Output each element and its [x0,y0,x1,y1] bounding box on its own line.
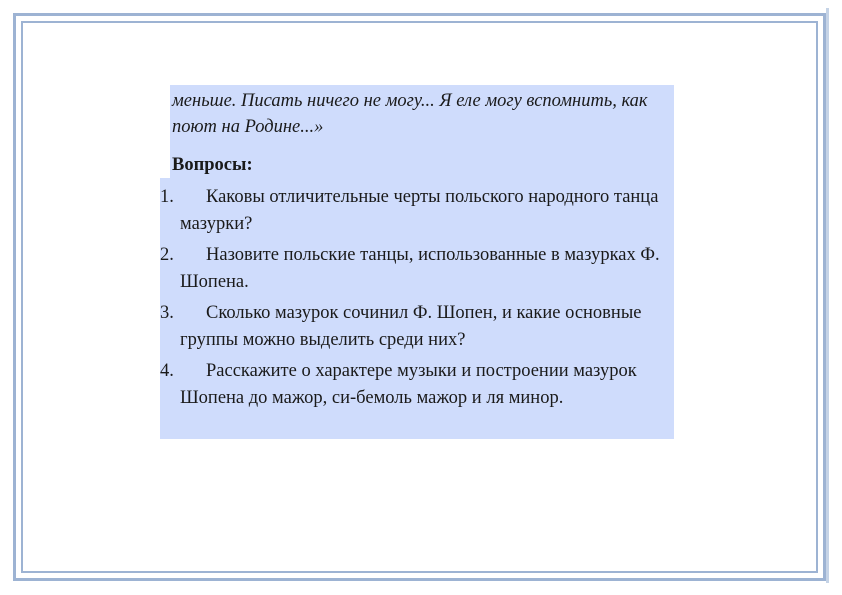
question-number: 3. [160,303,174,323]
question-text: Расскажите о характере музыки и построении мазурок Шопена до мажор, си-бемоль мажор и ля минор. [180,361,637,408]
question-text: Каковы отличительные черты польского народного танца мазурки? [180,187,659,234]
question-item [160,300,670,354]
questions-heading: Вопросы: [172,155,253,175]
question-item [160,184,670,238]
question-item [160,358,670,412]
quote-text: меньше. Писать ничего не могу... Я еле могу вспомнить, как поют на Родине...» [172,91,648,137]
question-number: 2. [160,245,174,265]
questions-list [160,184,670,416]
question-text: Сколько мазурок сочинил Ф. Шопен, и какие основные группы можно выделить среди них? [180,303,642,350]
question-number: 1. [160,187,174,207]
question-text: Назовите польские танцы, использованные в мазурках Ф. Шопена. [180,245,660,292]
question-item [160,242,670,296]
question-number: 4. [160,361,174,381]
